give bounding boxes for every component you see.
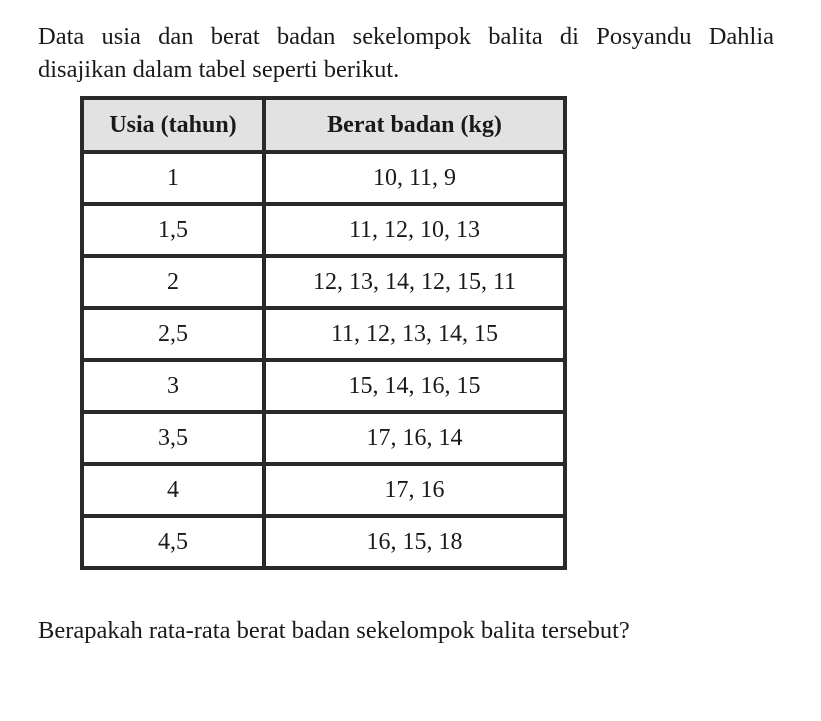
- table-row: [82, 464, 565, 516]
- table-row: [82, 152, 565, 204]
- cell-age: 1: [82, 152, 264, 204]
- intro-line-1: Data usia dan berat badan sekelompok balita di Posyandu Dahlia: [38, 23, 774, 50]
- intro-paragraph: [38, 20, 774, 86]
- cell-weights: 11, 12, 10, 13: [264, 204, 565, 256]
- header-age: Usia (tahun): [82, 98, 264, 152]
- question-text: Berapakah rata-rata berat badan sekelompok balita tersebut?: [38, 617, 630, 644]
- cell-age: 3: [82, 360, 264, 412]
- table-row: [82, 204, 565, 256]
- cell-weights: 10, 11, 9: [264, 152, 565, 204]
- cell-weights: 15, 14, 16, 15: [264, 360, 565, 412]
- cell-weights: 12, 13, 14, 12, 15, 11: [264, 256, 565, 308]
- table-row: [82, 516, 565, 568]
- cell-age: 2: [82, 256, 264, 308]
- cell-weights: 11, 12, 13, 14, 15: [264, 308, 565, 360]
- table-row: [82, 412, 565, 464]
- cell-age: 1,5: [82, 204, 264, 256]
- cell-age: 4: [82, 464, 264, 516]
- cell-age: 4,5: [82, 516, 264, 568]
- cell-weights: 17, 16, 14: [264, 412, 565, 464]
- table-header-row: [82, 98, 565, 152]
- header-weight: Berat badan (kg): [264, 98, 565, 152]
- table-row: [82, 308, 565, 360]
- age-weight-table: [80, 96, 567, 570]
- cell-age: 2,5: [82, 308, 264, 360]
- intro-line-2: disajikan dalam tabel seperti berikut.: [38, 56, 400, 83]
- cell-age: 3,5: [82, 412, 264, 464]
- cell-weights: 16, 15, 18: [264, 516, 565, 568]
- table-row: [82, 256, 565, 308]
- table-row: [82, 360, 565, 412]
- cell-weights: 17, 16: [264, 464, 565, 516]
